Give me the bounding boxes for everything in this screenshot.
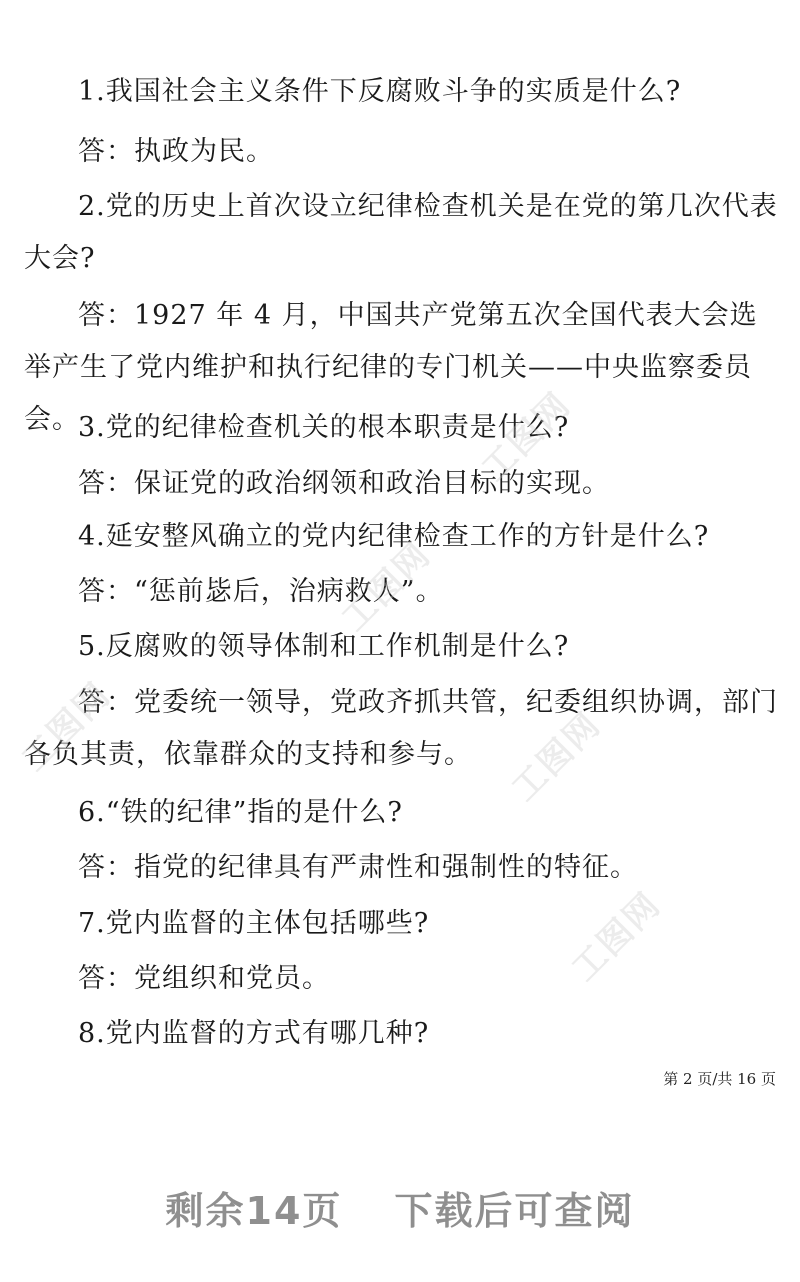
answer-6: 答：指党的纪律具有严肃性和强制性的特征。 (78, 852, 638, 883)
question-2: 2.党的历史上首次设立纪律检查机关是在党的第几次代表大会? (24, 191, 778, 274)
watermark: 工图网 (504, 704, 609, 810)
question-6: 6.“铁的纪律”指的是什么? (78, 797, 403, 828)
question-3: 3.党的纪律检查机关的根本职责是什么? (78, 412, 570, 443)
remaining-pages-label: 剩余14页 (165, 1189, 343, 1233)
download-prompt-banner[interactable] (0, 1180, 800, 1235)
question-8: 8.党内监督的方式有哪几种? (78, 1018, 430, 1049)
answer-3: 答：保证党的政治纲领和政治目标的实现。 (78, 468, 610, 499)
answer-2: 答：1927 年 4 月，中国共产党第五次全国代表大会选举产生了党内维护和执行纪律的专门机关——中央监察委员会。 (24, 300, 758, 435)
answer-4: 答：“惩前毖后，治病救人”。 (78, 576, 444, 607)
download-to-view-label: 下载后可查阅 (394, 1189, 635, 1233)
watermark: 工图网 (474, 384, 579, 490)
answer-1: 答：执政为民。 (78, 136, 274, 167)
watermark: 工图网 (14, 674, 119, 780)
question-4: 4.延安整风确立的党内纪律检查工作的方针是什么? (78, 521, 710, 552)
question-5: 5.反腐败的领导体制和工作机制是什么? (78, 631, 570, 662)
answer-7: 答：党组织和党员。 (78, 963, 330, 994)
question-1: 1.我国社会主义条件下反腐败斗争的实质是什么? (78, 76, 682, 107)
watermark: 工图网 (564, 884, 669, 990)
page-footer: 第 2 页/共 16 页 (663, 1070, 776, 1088)
watermark: 工图网 (334, 534, 439, 640)
question-7: 7.党内监督的主体包括哪些? (78, 908, 430, 939)
answer-5: 答：党委统一领导，党政齐抓共管，纪委组织协调，部门各负其责，依靠群众的支持和参与。 (24, 687, 778, 770)
